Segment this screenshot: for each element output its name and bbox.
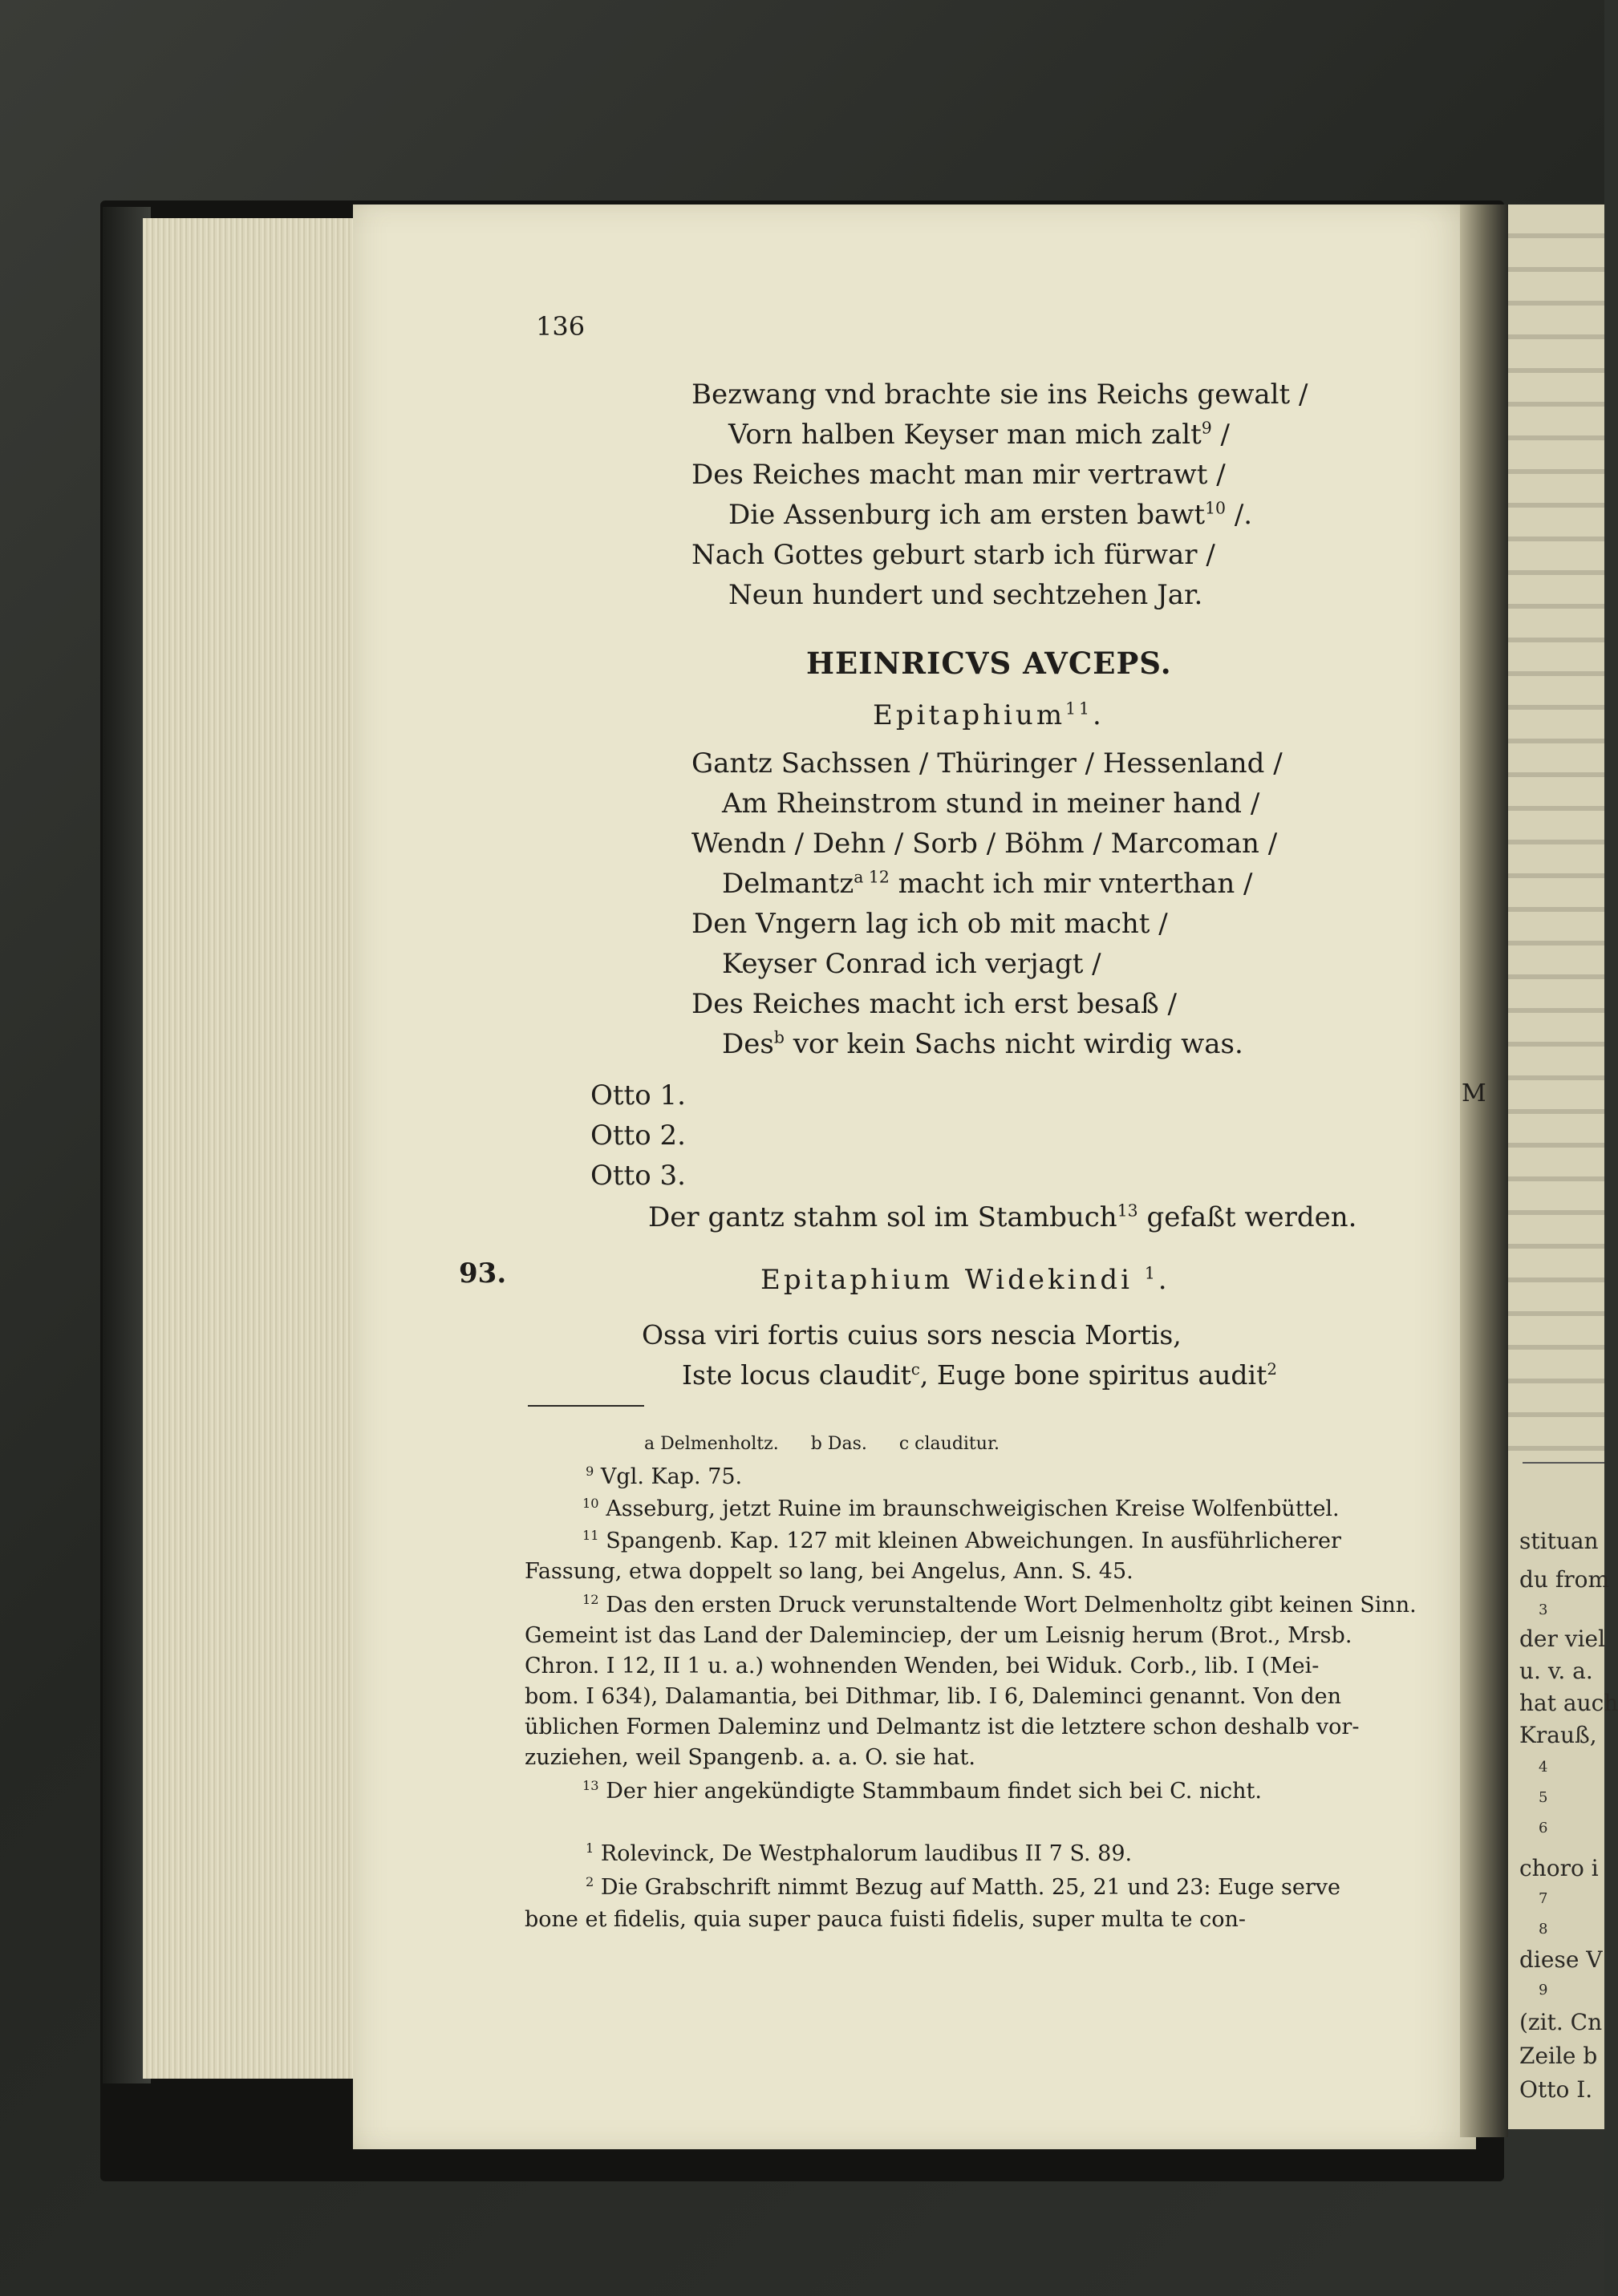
footnote: $^{11}$ Spangenb. Kap. 127 mit kleinen Abweichungen. In ausführlicherer — [582, 1528, 1341, 1553]
otto-item: Otto 2. — [590, 1120, 686, 1152]
next-page-line: Otto I. — [1519, 2076, 1593, 2103]
otto-item: Otto 3. — [590, 1160, 686, 1192]
next-page-line: du from — [1519, 1566, 1610, 1593]
verse-line: Vorn halben Keyser man mich zalt$^9$ / — [728, 418, 1230, 451]
next-page-line: 9 — [1539, 1982, 1548, 1998]
verse-line: Der gantz stahm sol im Stambuch$^{13}$ gefaßt werden. — [648, 1201, 1357, 1233]
variant-note: a Delmenholtz. b Das. c clauditur. — [644, 1434, 1000, 1454]
next-page-line: der viel — [1519, 1626, 1606, 1652]
verse-line: Den Vngern lag ich ob mit macht / — [691, 908, 1168, 940]
footnote-line: üblichen Formen Daleminz und Delmantz ist die letztere schon deshalb vor- — [525, 1715, 1360, 1739]
verse-line: Die Assenburg ich am ersten bawt$^{10}$ /. — [728, 498, 1253, 531]
widekind-title: Epitaphium Widekindi $^1$. — [760, 1263, 1170, 1296]
verse-line: Bezwang vnd brachte sie ins Reichs gewalt / — [691, 379, 1308, 411]
next-page-line: stituan — [1519, 1528, 1599, 1554]
footnote: $^{13}$ Der hier angekündigte Stammbaum findet sich bei C. nicht. — [582, 1778, 1262, 1804]
footnote-line: Chron. I 12, II 1 u. a.) wohnenden Wenden, bei Widuk. Corb., lib. I (Mei- — [525, 1654, 1320, 1678]
next-page-line: hat auch — [1519, 1690, 1618, 1716]
next-page-line: choro i — [1519, 1855, 1599, 1881]
next-page-line: 4 — [1539, 1759, 1548, 1776]
next-page-ghost-text — [1508, 204, 1604, 1472]
footnote: $^1$ Rolevinck, De Westphalorum laudibus II 7 S. 89. — [586, 1840, 1133, 1866]
latin-line: Ossa viri fortis cuius sors nescia Mortis, — [642, 1319, 1182, 1350]
footnote-line: zuziehen, weil Spangenb. a. a. O. sie hat. — [525, 1745, 975, 1770]
verse-line: Delmantz$^{a 12}$ macht ich mir vnterthan / — [722, 867, 1253, 900]
next-page-line: 6 — [1539, 1820, 1548, 1836]
page-number: 136 — [536, 311, 586, 342]
next-page-line: Zeile b — [1519, 2043, 1598, 2069]
next-page-line: 8 — [1539, 1921, 1548, 1938]
next-page-line: 5 — [1539, 1789, 1548, 1806]
footnote-rule — [528, 1405, 644, 1407]
next-page-line: 7 — [1539, 1890, 1548, 1907]
next-page-line: Krauß, — [1519, 1722, 1597, 1748]
book-gutter — [1460, 204, 1508, 2137]
page-edges — [143, 218, 383, 2079]
verse-line: Wendn / Dehn / Sorb / Böhm / Marcoman / — [691, 828, 1278, 860]
verse-line: Am Rheinstrom stund in meiner hand / — [722, 788, 1260, 820]
verse-line: Gantz Sachssen / Thüringer / Hessenland / — [691, 747, 1283, 780]
next-page-line: 3 — [1539, 1602, 1548, 1618]
verse-line: Nach Gottes geburt starb ich fürwar / — [691, 539, 1215, 571]
next-page-fragment — [1508, 204, 1618, 2129]
verse-line: Des$^b$ vor kein Sachs nicht wirdig was. — [722, 1027, 1243, 1060]
next-page-rule — [1523, 1462, 1604, 1464]
verse-line: Des Reiches macht man mir vertrawt / — [691, 459, 1226, 491]
footnote-line: Gemeint ist das Land der Daleminciер, der um Leisnig herum (Brot., Mrsb. — [525, 1623, 1352, 1648]
otto-item: Otto 1. — [590, 1079, 686, 1112]
next-page-line: diese V — [1519, 1946, 1603, 1973]
footnote-line: bom. I 634), Dalamantia, bei Dithmar, lib. I 6, Daleminci genannt. Von den — [525, 1684, 1341, 1709]
footnote: $^{10}$ Asseburg, jetzt Ruine im braunschweigischen Kreise Wolfenbüttel. — [582, 1496, 1340, 1521]
footnote: $^2$ Die Grabschrift nimmt Bezug auf Matth. 25, 21 und 23: Euge serve — [586, 1874, 1341, 1900]
epitaph-title: Epitaphium$^{11}$. — [873, 699, 1105, 731]
section-number: 93. — [459, 1257, 507, 1290]
verse-line: Keyser Conrad ich verjagt / — [722, 948, 1101, 980]
section-heading: HEINRICVS AVCEPS. — [806, 646, 1172, 681]
verse-line: Des Reiches macht ich erst besaß / — [691, 988, 1177, 1020]
footnote-line: bone et fidelis, quia super pauca fuisti fidelis, super multa te con- — [525, 1907, 1246, 1932]
next-page-line: (zit. Cn — [1519, 2009, 1603, 2035]
verse-line: Neun hundert und sechtzehen Jar. — [728, 579, 1203, 611]
latin-line: Iste locus claudit$^c$, Euge bone spiritus audit$^2$ — [682, 1359, 1277, 1391]
next-page-line: u. v. a. — [1519, 1658, 1593, 1684]
footnote-line: Fassung, etwa doppelt so lang, bei Angelus, Ann. S. 45. — [525, 1559, 1133, 1584]
footnote: $^{12}$ Das den ersten Druck verunstaltende Wort Delmenholtz gibt keinen Sinn. — [582, 1592, 1417, 1618]
margin-fragment: M — [1462, 1079, 1486, 1108]
footnote: $^9$ Vgl. Kap. 75. — [586, 1464, 743, 1489]
